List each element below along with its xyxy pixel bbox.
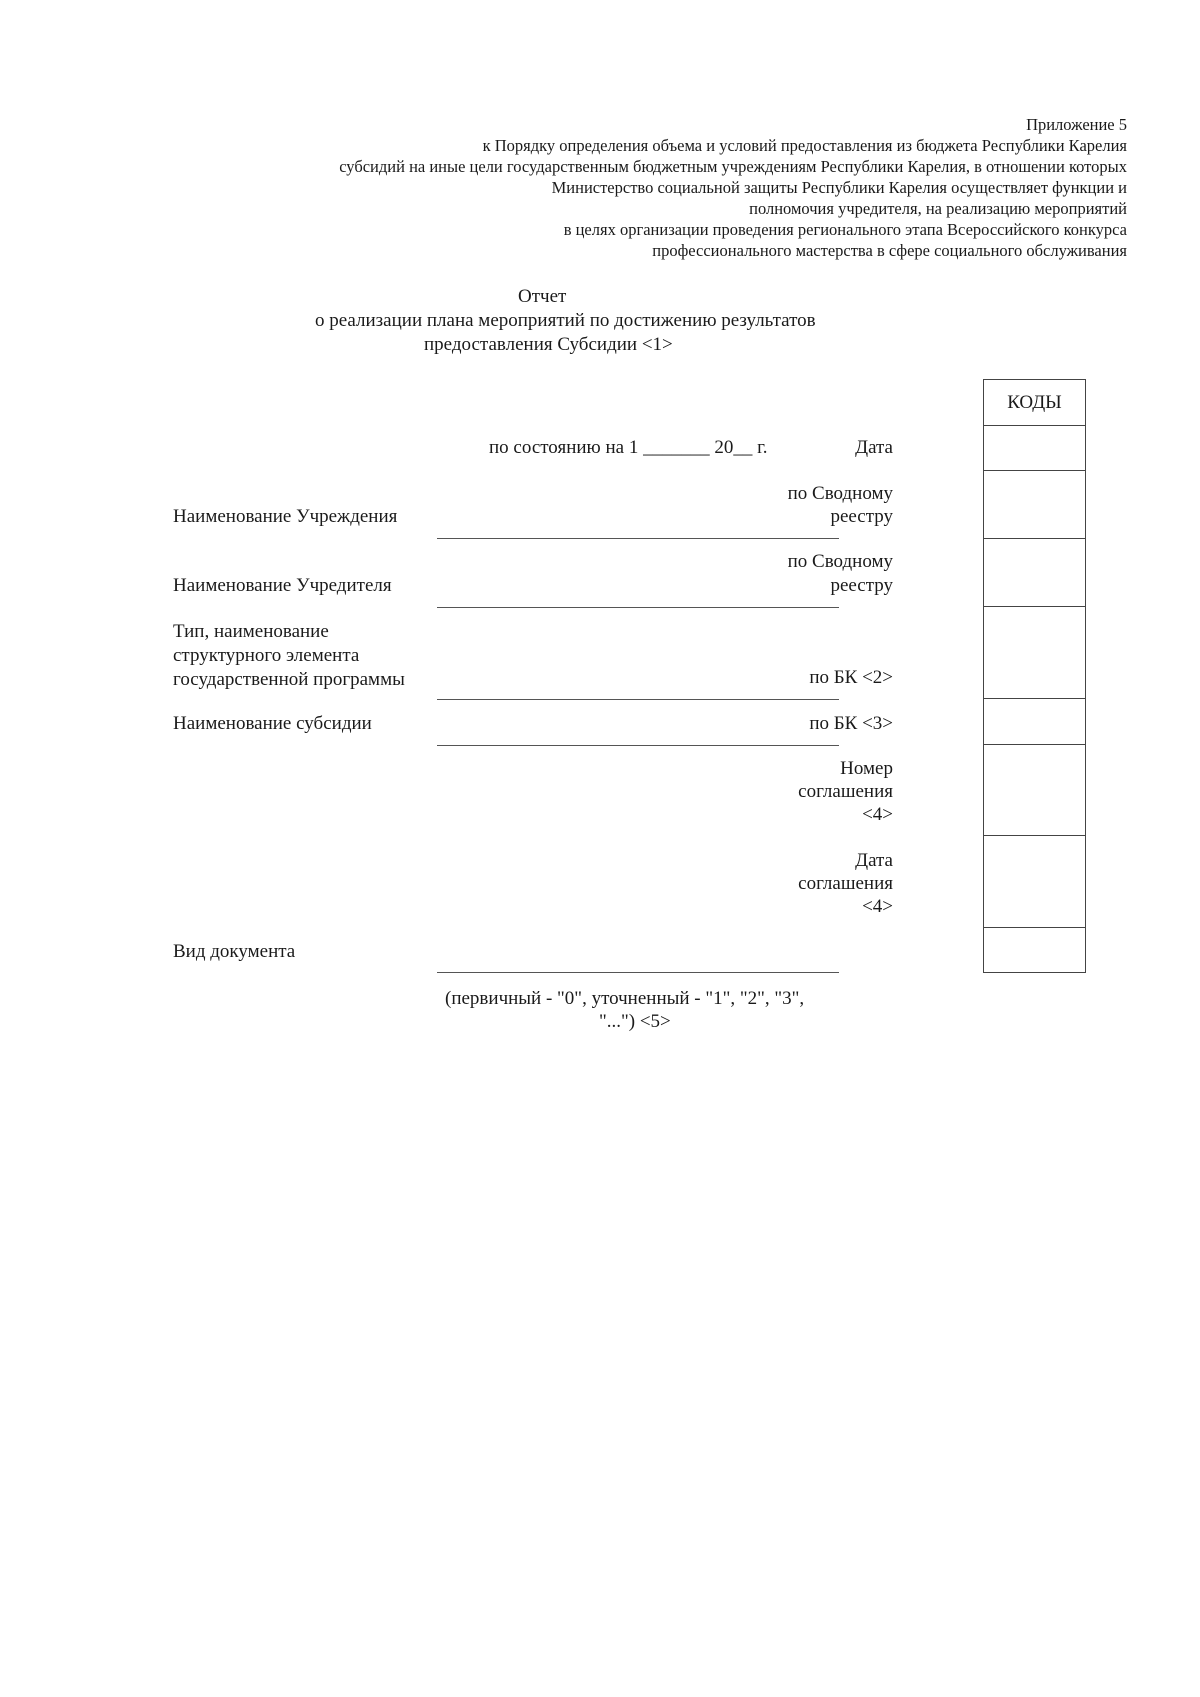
code-cell-bk2[interactable] <box>984 607 1085 699</box>
appendix-line: в целях организации проведения регионального этапа Всероссийского конкурса <box>563 220 1127 239</box>
code-label-agreement-number: <4> <box>862 804 893 825</box>
program-field-line[interactable] <box>437 699 839 700</box>
code-label-agreement-date: Дата <box>855 850 893 871</box>
subsidy-field-line[interactable] <box>437 745 839 746</box>
codes-header-label: КОДЫ <box>1007 391 1062 413</box>
code-label-agreement-number: Номер <box>840 758 893 779</box>
appendix-line: Министерство социальной защиты Республики Карелия осуществляет функции и <box>551 178 1127 197</box>
code-cell-registry-founder[interactable] <box>984 539 1085 607</box>
program-label-line: Тип, наименование <box>173 621 329 642</box>
report-title: Отчет <box>518 286 567 307</box>
code-label-agreement-number: соглашения <box>798 781 893 802</box>
doc-type-note: "...") <5> <box>599 1011 671 1032</box>
code-label-registry: реестру <box>830 506 893 527</box>
code-label-bk2: по БК <2> <box>809 667 893 688</box>
program-label-line: государственной программы <box>173 669 405 690</box>
institution-label: Наименование Учреждения <box>173 506 398 527</box>
subsidy-label: Наименование субсидии <box>173 713 372 734</box>
doc-type-note: (первичный - "0", уточненный - "1", "2", "3", <box>445 988 805 1009</box>
institution-field-line[interactable] <box>437 538 839 539</box>
appendix-line: профессионального мастерства в сфере социального обслуживания <box>652 241 1127 260</box>
report-subtitle: предоставления Субсидии <1> <box>424 334 673 355</box>
code-cell-date[interactable] <box>984 426 1085 471</box>
code-label-bk3: по БК <3> <box>809 713 893 734</box>
program-label-line: структурного элемента <box>173 645 360 666</box>
code-label-registry: по Сводному <box>787 483 893 504</box>
appendix-title: Приложение 5 <box>1026 115 1127 134</box>
report-subtitle: о реализации плана мероприятий по достижению результатов <box>315 310 816 331</box>
codes-table <box>983 379 1086 973</box>
doc-type-field-line[interactable] <box>437 972 839 973</box>
as-of-date: по состоянию на 1 _______ 20__ г. <box>489 437 768 458</box>
code-label-registry: реестру <box>830 575 893 596</box>
founder-label: Наименование Учредителя <box>173 575 392 596</box>
code-cell-doc-type[interactable] <box>984 928 1085 973</box>
code-cell-agreement-date[interactable] <box>984 836 1085 928</box>
appendix-line: субсидий на иные цели государственным бюджетным учреждениям Республики Карелия, в отношении которых <box>339 157 1127 176</box>
code-label-agreement-date: <4> <box>862 896 893 917</box>
code-label-date: Дата <box>855 437 893 458</box>
code-label-registry: по Сводному <box>787 551 893 572</box>
code-cell-agreement-number[interactable] <box>984 745 1085 836</box>
doc-type-label: Вид документа <box>173 941 296 962</box>
founder-field-line[interactable] <box>437 607 839 608</box>
code-cell-registry-institution[interactable] <box>984 471 1085 539</box>
appendix-line: к Порядку определения объема и условий предоставления из бюджета Республики Карелия <box>482 136 1127 155</box>
codes-header <box>984 380 1085 426</box>
code-cell-bk3[interactable] <box>984 699 1085 745</box>
appendix-line: полномочия учредителя, на реализацию мероприятий <box>749 199 1127 218</box>
code-label-agreement-date: соглашения <box>798 873 893 894</box>
